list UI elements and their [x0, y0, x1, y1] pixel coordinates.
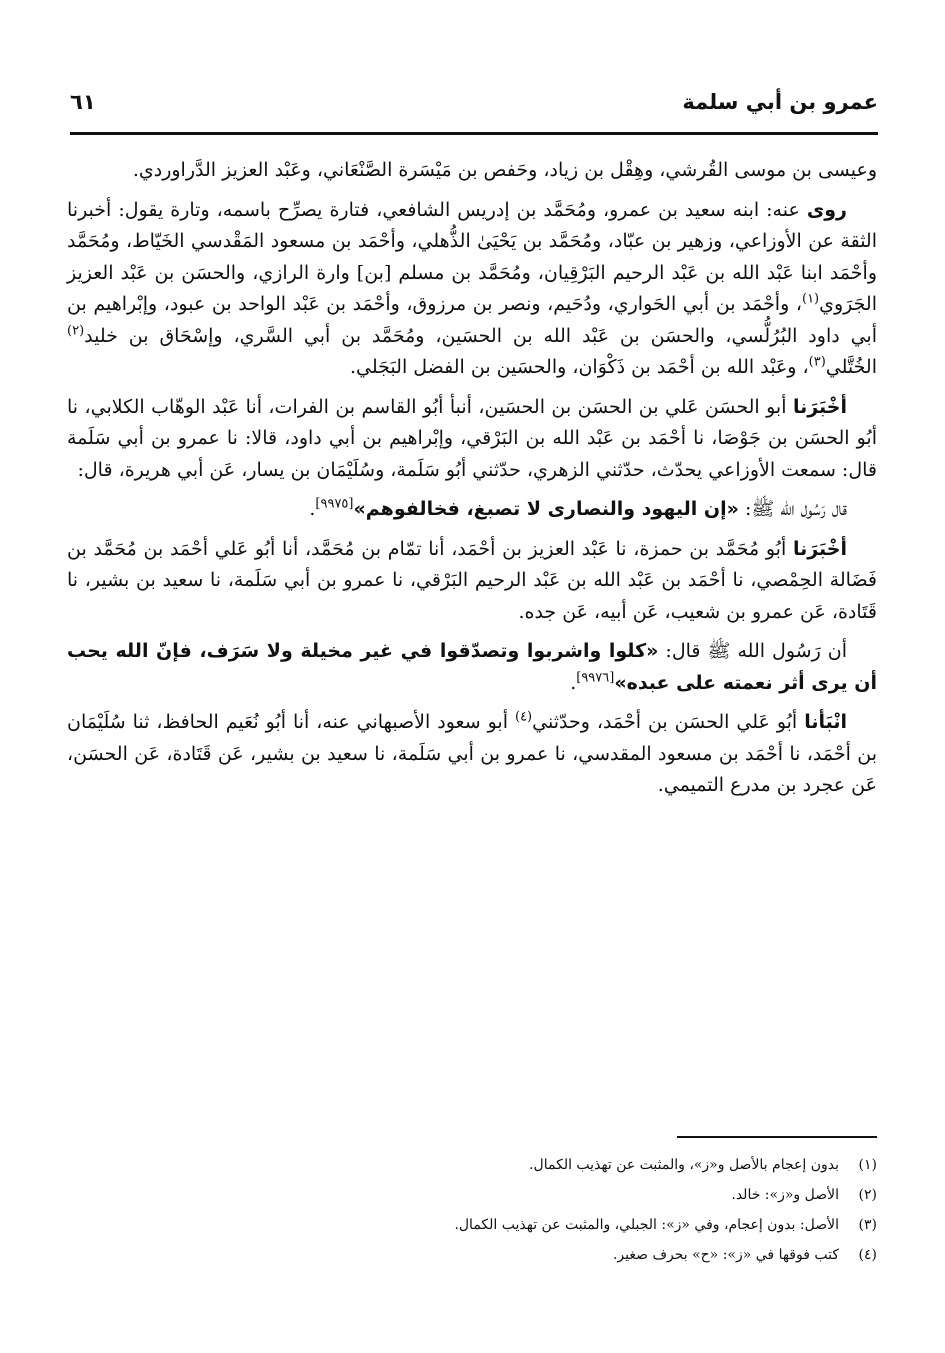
footnote-item — [67, 1240, 877, 1270]
footnote-number: (٣) — [858, 1217, 877, 1233]
paragraph-hadith-1 — [67, 494, 877, 526]
header-title: عمرو بن أبي سلمة — [682, 90, 878, 114]
hadith-2-reference: [٩٩٧٦] — [576, 670, 615, 686]
hadith-1-text: «إن اليهود والنصارى لا تصبغ، فخالفوهم» — [353, 498, 739, 520]
isnad-1-text: أبو الحسَن عَلي بن الحسَن بن الحسَين، أنبأ أبُو القاسم بن الفرات، أنا عَبْد الوهّاب الكلابي، نا أبُو الحسَن بن جَوْصَا، نا أحْمَد بن عَبْد الله بن البَرْقي، وإبْراهيم بن أبي داود، قالا: نا عمرو بن أبي سَلَمة قال: سمعت الأوزاعي يحدّث، حدّثني الزهري، حدّثني أبُو سَلَمة، وسُلَيْمَان بن يسار، عَن أبي هريرة، قال: — [67, 395, 877, 481]
footnote-number: (٤) — [858, 1247, 877, 1263]
hadith-2-intro: أن رَسُول الله ﷺ قال: — [658, 640, 847, 662]
hadith-2-text: «كلوا واشربوا وتصدّقوا في غير مخيلة ولا سَرَف، فإنّ الله يحب أن يرى أثر نعمته على عبده» — [67, 640, 877, 694]
isnad-3-text-b: أبو سعود الأصبهاني عنه، أنا أبُو نُعَيم الحافظ، ثنا سُلَيْمَان بن أحْمَد، نا أحْمَد بن مسعود المقدسي، نا عمرو بن أبي سَلَمة، نا سعيد بن بشير، عَن قَتَادة، عَن الحسَن، عَن عجرد بن مدرع التميمي. — [67, 711, 877, 796]
footnote-marker-2: (٢) — [67, 323, 85, 339]
footnote-marker-4: (٤) — [514, 709, 533, 725]
paragraph-isnad-1 — [67, 392, 877, 487]
isnad-2-lead-word: أخْبَرَنا — [792, 537, 847, 560]
footnote-marker-3: (٣) — [808, 354, 826, 370]
page-number: ٦١ — [70, 90, 96, 114]
hadith-1-end: . — [309, 498, 316, 520]
footnote-marker-1: (١) — [801, 291, 820, 307]
paragraph-hadith-2 — [67, 636, 877, 699]
main-text — [67, 155, 877, 810]
paragraph-isnad-2 — [67, 534, 877, 629]
paragraph-isnad-3 — [67, 707, 877, 802]
isnad-2-text: أبُو مُحَمَّد بن حمزة، نا عَبْد العزيز بن أحْمَد، أنا تمّام بن مُحَمَّد، أنا أبُو عَلي أحْمَد بن مُحَمَّد بن فَضَالة الحِمْصي، نا أحْمَد بن عَبْد الله بن عَبْد الرحيم البَرْقي، نا عمرو بن أبي سَلَمة، نا سعيد بن بشير، نا قَتَادة، عَن عمرو بن شعيب، عَن أبيه، عَن جده. — [67, 537, 877, 623]
hadith-1-reference: [٩٩٧٥] — [315, 496, 354, 512]
footnote-item — [67, 1180, 877, 1210]
narrators-text-b: ، وأحْمَد بن أبي الحَواري، ودُحَيم، ونصر بن مرزوق، وأحْمَد بن عَبْد الواحد بن عبود، وإبْراهيم بن أبي داود البُرُلُّسي، والحسَن بن عَبْد الله بن الحسَين، ومُحَمَّد بن أبي السَّري، وإسْحَاق بن خليد — [67, 293, 877, 347]
narrators-text-a: عنه: ابنه سعيد بن عمرو، ومُحَمَّد بن إدريس الشافعي، فتارة يصرِّح باسمه، وتارة يقول: أخبرنا الثقة عن الأوزاعي، وزهير بن عبّاد، ومُحَمَّد بن يَحْيَىٰ الذُّهلي، وأحْمَد بن مسعود المَقْدسي الخَيّاط، ومُحَمَّد وأحْمَد ابنا عَبْد الله بن عَبْد الرحيم البَرْقِيان، ومُحَمَّد بن مسلم [بن] وارة الرازي، والحسَن بن عَبْد العزيز الجَرَوي — [67, 198, 877, 315]
narrators-text-c: الخُتَّلي — [825, 356, 877, 378]
footnote-number: (٢) — [858, 1187, 877, 1203]
running-header — [70, 82, 878, 135]
footnote-separator — [677, 1136, 877, 1138]
footnote-item — [67, 1150, 877, 1180]
isnad-3-text-a: أبُو عَلي الحسَن بن أحْمَد، وحدّثني — [532, 711, 805, 733]
footnote-text: الأصل: بدون إعجام، وفي «ز»: الجبلي، والمثبت عن تهذيب الكمال. — [454, 1217, 839, 1233]
footnotes — [67, 1150, 877, 1270]
paragraph-1 — [67, 155, 877, 187]
hadith-2-end: . — [570, 671, 577, 694]
narrators-lead-word: روى — [806, 198, 847, 221]
narrators-text-d: ، وعَبْد الله بن أحْمَد بن ذَكْوَان، والحسَين بن الفضل البَجَلي. — [350, 356, 809, 378]
hadith-1-intro: قال رَسُول الله ﷺ: — [738, 498, 847, 520]
footnote-text: بدون إعجام بالأصل و«ز»، والمثبت عن تهذيب الكمال. — [529, 1157, 839, 1173]
footnote-text: الأصل و«ز»: خالد. — [731, 1187, 839, 1203]
footnote-number: (١) — [858, 1157, 877, 1173]
paragraph-narrators — [67, 195, 877, 384]
footnote-text: كتب فوقها في «ز»: «ح» بحرف صغير. — [612, 1247, 839, 1263]
isnad-3-lead-word: انْبَأنا — [804, 711, 848, 733]
paragraph-1-text: وعيسى بن موسى القُرشي، وهِقْل بن زياد، وحَفص بن مَيْسَرة الصَّنْعَاني، وعَبْد العزيز الدَّراوردي. — [132, 159, 877, 181]
isnad-1-lead-word: أخْبَرَنا — [792, 395, 847, 418]
footnote-item — [67, 1210, 877, 1240]
